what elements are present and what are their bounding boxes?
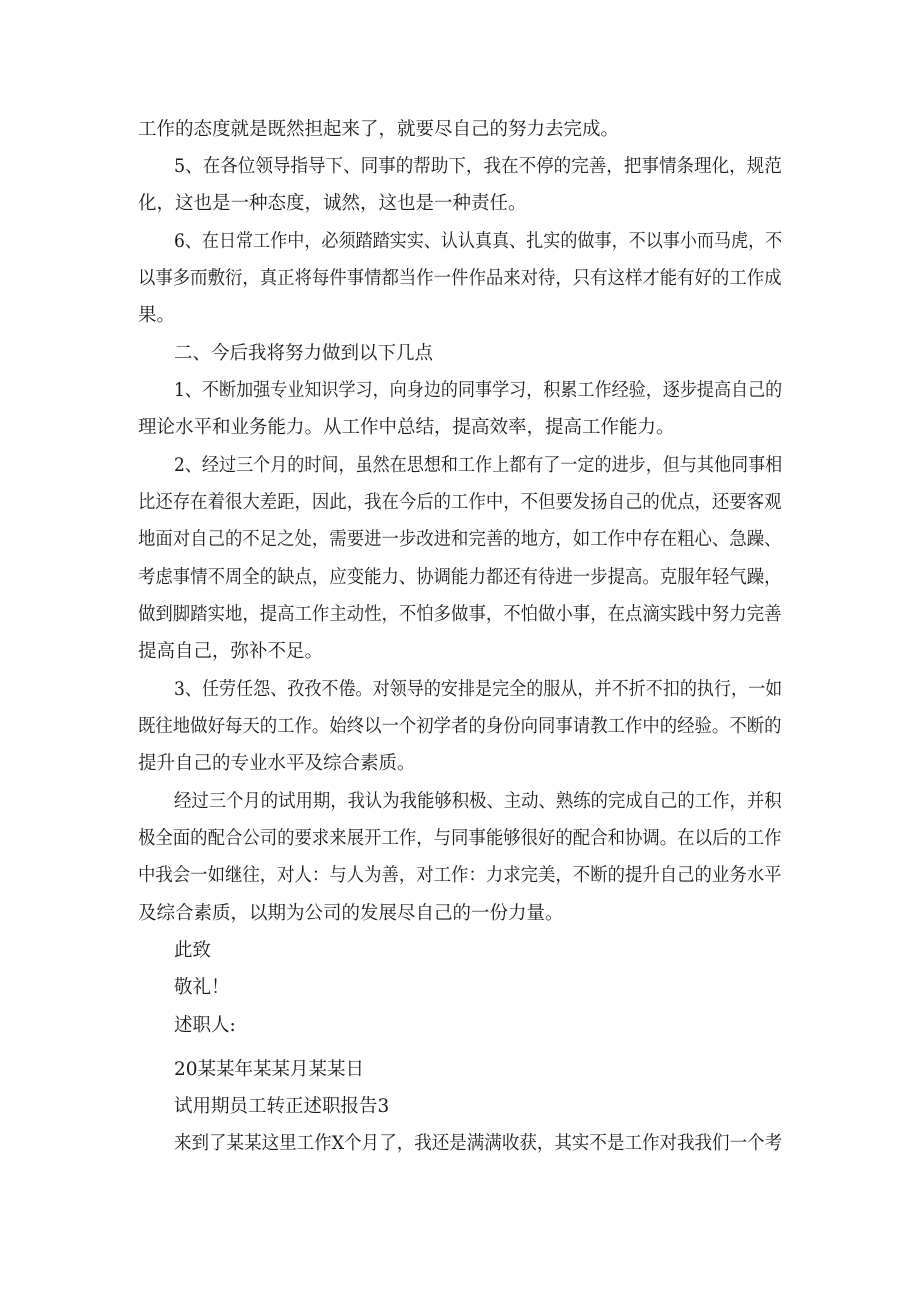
text-line: 极全面的配合公司的要求来展开工作，与同事能够很好的配合和协调。在以后的工作 <box>138 828 782 849</box>
text-line: 工作的态度就是既然担起来了，就要尽自己的努力去完成。 <box>138 119 620 140</box>
text-line: 提高自己，弥补不足。 <box>138 641 324 662</box>
report-title: 试用期员工转正述职报告3 <box>174 1096 390 1117</box>
text-line: 5、在各位领导指导下、同事的帮助下，我在不停的完善，把事情条理化，规范 <box>174 156 782 177</box>
text-line: 经过三个月的试用期，我认为我能够积极、主动、熟练的完成自己的工作，并积 <box>174 791 782 812</box>
text-line: 果。 <box>138 305 176 326</box>
text-line: 6、在日常工作中，必须踏踏实实、认认真真、扎实的做事，不以事小而马虎，不 <box>174 231 783 252</box>
text-line: 中我会一如继往，对人：与人为善，对工作：力求完美，不断的提升自己的业务水平 <box>138 865 782 886</box>
text-line: 比还存在着很大差距，因此，我在今后的工作中，不但要发扬自己的优点，还要客观 <box>138 492 782 513</box>
text-line: 提升自己的专业水平及综合素质。 <box>138 753 416 774</box>
text-line: 3、任劳任怨、孜孜不倦。对领导的安排是完全的服从，并不折不扣的执行，一如 <box>174 679 783 700</box>
signature-label: 述职人: <box>174 1015 236 1036</box>
text-line: 既往地做好每天的工作。始终以一个初学者的身份向同事请教工作中的经验。不断的 <box>138 716 782 737</box>
closing-salutation: 此致 <box>174 940 212 961</box>
text-line: 地面对自己的不足之处，需要进一步改进和完善的地方，如工作中存在粗心、急躁、 <box>138 529 782 550</box>
text-line: 以事多而敷衍，真正将每件事情都当作一件作品来对待，只有这样才能有好的工作成 <box>138 268 782 289</box>
text-line: 考虑事情不周全的缺点，应变能力、协调能力都还有待进一步提高。克服年轻气躁， <box>138 567 782 588</box>
section-heading: 二、今后我将努力做到以下几点 <box>174 343 434 364</box>
text-line: 1、不断加强专业知识学习，向身边的同事学习，积累工作经验，逐步提高自己的 <box>174 380 783 401</box>
text-line: 2、经过三个月的时间，虽然在思想和工作上都有了一定的进步，但与其他同事相 <box>174 455 783 476</box>
text-line: 来到了某某这里工作X个月了，我还是满满收获，其实不是工作对我我们一个考 <box>174 1133 783 1154</box>
text-line: 及综合素质，以期为公司的发展尽自己的一份力量。 <box>138 903 564 924</box>
closing-regards: 敬礼！ <box>174 977 230 998</box>
text-line: 理论水平和业务能力。从工作中总结，提高效率，提高工作能力。 <box>138 417 675 438</box>
text-line: 化，这也是一种态度，诚然，这也是一种责任。 <box>138 193 527 214</box>
date-line: 20某某年某某月某某日 <box>174 1059 365 1080</box>
text-line: 做到脚踏实地，提高工作主动性，不怕多做事，不怕做小事，在点滴实践中努力完善 <box>138 604 782 625</box>
